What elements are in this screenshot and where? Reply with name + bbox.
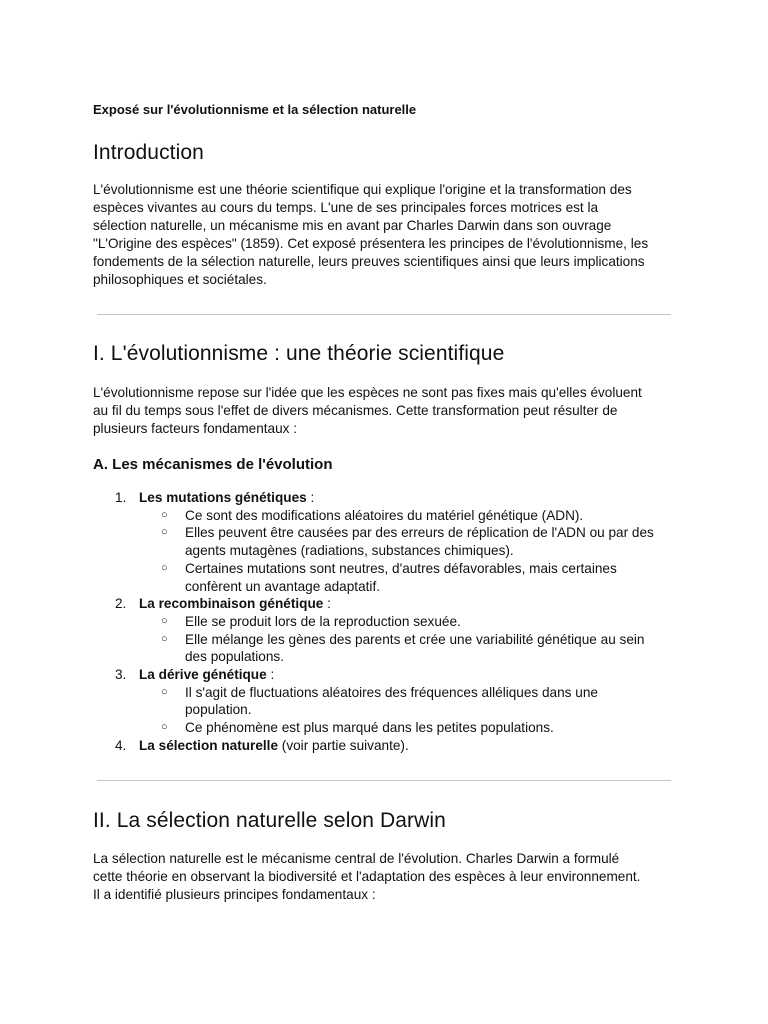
mechanisms-list [93,489,693,755]
sub-list-item [93,507,693,525]
list-number: 2. [115,596,127,612]
sub-list-item-continuation [93,648,693,666]
text-line: plusieurs facteurs fondamentaux : [93,421,298,436]
list-item [93,489,693,507]
list-item-suffix: (voir partie suivante). [278,737,409,753]
list-number: 4. [115,737,127,753]
text-line: La sélection naturelle est le mécanisme central de l'évolution. Charles Darwin a formulé [93,851,620,866]
list-number: 3. [115,667,127,683]
text-line: sélection naturelle, un mécanisme mis en avant par Charles Darwin dans son ouvrage [93,218,612,233]
sub-list-item-continuation [93,542,693,560]
text-line: "L'Origine des espèces" (1859). Cet exposé présentera les principes de l'évolutionnisme, les [93,236,649,251]
sub-list-item [93,560,693,578]
sub-item-text: Elles peuvent être causées par des erreurs de réplication de l'ADN ou par des [185,525,654,541]
circle-bullet-icon: ○ [161,561,168,574]
text-line: fondements de la sélection naturelle, leurs preuves scientifiques ainsi que leurs implications [93,254,645,269]
sub-list-item-continuation [93,578,693,596]
sub-item-text: Il s'agit de fluctuations aléatoires des fréquences alléliques dans une [185,684,598,700]
sub-item-text: Ce phénomène est plus marqué dans les petites populations. [185,720,554,736]
circle-bullet-icon: ○ [161,632,168,645]
list-item-label: La recombinaison génétique [139,596,324,612]
sub-list-item [93,524,693,542]
text-line: L'évolutionnisme repose sur l'idée que les espèces ne sont pas fixes mais qu'elles évoluent [93,385,642,400]
sub-list-item [93,684,693,702]
list-item-label: La dérive génétique [139,667,267,683]
sub-item-text: Elle mélange les gènes des parents et crée une variabilité génétique au sein [185,631,645,647]
circle-bullet-icon: ○ [161,685,168,698]
list-item [93,595,693,613]
sub-item-text: Elle se produit lors de la reproduction sexuée. [185,613,461,629]
list-number: 1. [115,490,127,505]
sub-item-text: Ce sont des modifications aléatoires du matériel génétique (ADN). [185,507,584,523]
text-line: Il a identifié plusieurs principes fondamentaux : [93,887,376,902]
list-item [93,737,693,755]
sub-item-text: des populations. [185,649,285,665]
circle-bullet-icon: ○ [161,526,168,539]
text-line: espèces vivantes au cours du temps. L'une de ses principales forces motrices est la [93,200,599,215]
sub-item-text: Certaines mutations sont neutres, d'autres défavorables, mais certaines [185,560,617,576]
sub-list-item [93,631,693,649]
text-line: cette théorie en observant la biodiversité et l'adaptation des espèces à leur environnement. [93,869,641,884]
circle-bullet-icon: ○ [161,614,168,627]
list-item-label: Les mutations génétiques [139,490,307,505]
circle-bullet-icon: ○ [161,508,168,521]
section2-heading: II. La sélection naturelle selon Darwin [93,809,446,832]
sub-list-item-continuation [93,701,693,719]
intro-paragraph [93,181,683,289]
list-item-suffix: : [323,596,331,612]
sub-item-text: confèrent un avantage adaptatif. [185,578,380,594]
sub-item-text: agents mutagènes (radiations, substances chimiques). [185,543,514,559]
text-line: au fil du temps sous l'effet de divers mécanismes. Cette transformation peut résulter de [93,403,618,418]
section1-heading: I. L'évolutionnisme : une théorie scientifique [93,342,505,365]
section2-paragraph [93,850,683,904]
text-line: L'évolutionnisme est une théorie scientifique qui explique l'origine et la transformation des [93,182,632,197]
intro-heading: Introduction [93,141,204,164]
text-line: philosophiques et sociétales. [93,272,267,287]
sub-list-item [93,613,693,631]
document-title: Exposé sur l'évolutionnisme et la sélection naturelle [93,102,417,117]
section1-subheading: A. Les mécanismes de l'évolution [93,456,333,473]
section1-paragraph [93,384,683,438]
horizontal-divider [97,314,671,315]
list-item [93,666,693,684]
list-item-label: La sélection naturelle [139,737,279,753]
sub-item-text: population. [185,702,252,718]
list-item-suffix: : [306,490,315,505]
horizontal-divider [97,780,671,781]
sub-list-item [93,719,693,737]
circle-bullet-icon: ○ [161,721,168,734]
list-item-suffix: : [266,667,275,683]
